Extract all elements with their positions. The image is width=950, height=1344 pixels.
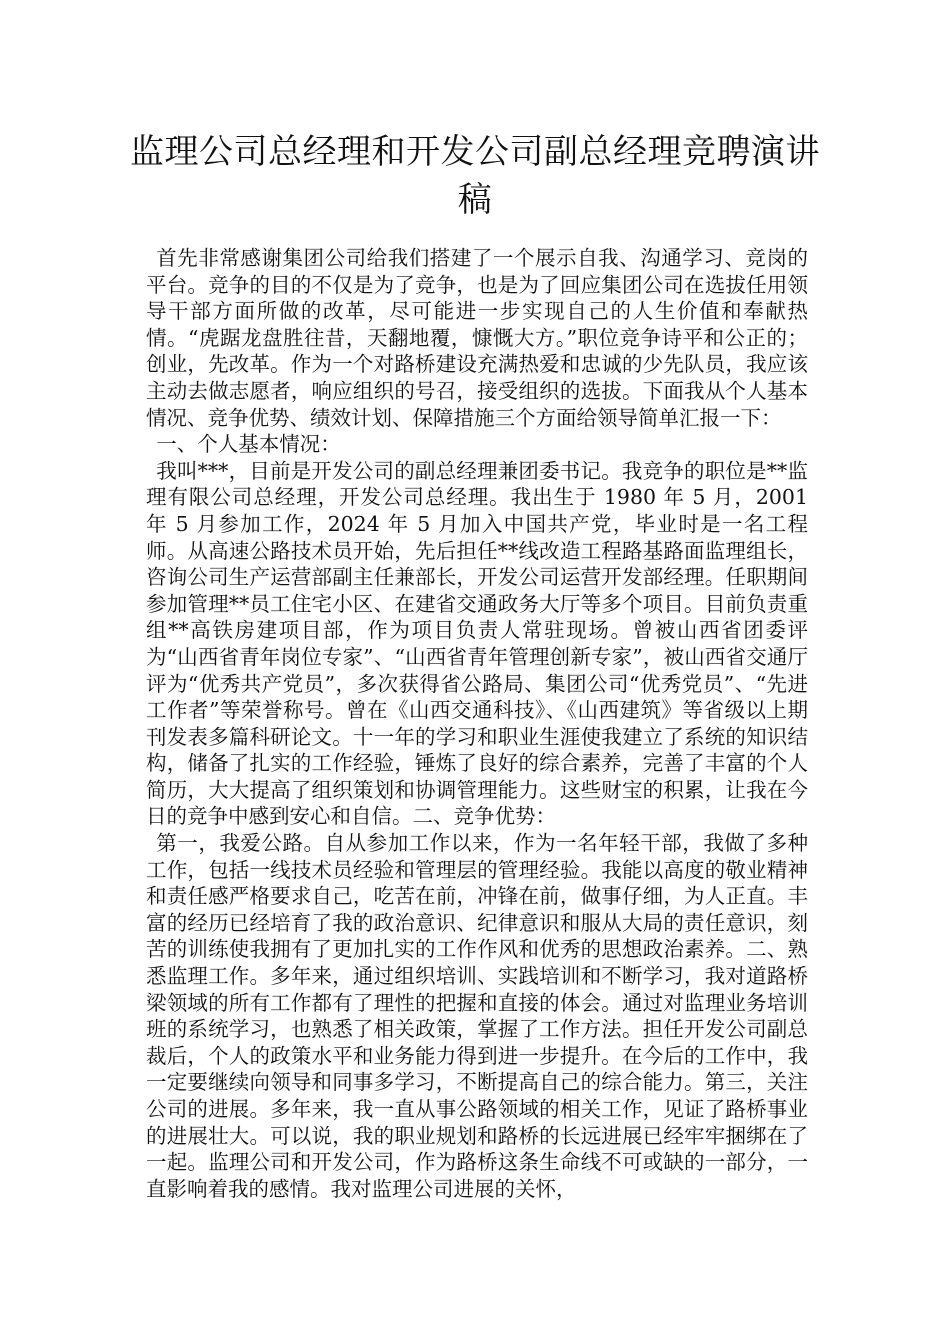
paragraph-intro: 首先非常感谢集团公司给我们搭建了一个展示自我、沟通学习、竞岗的平台。竞争的目的不仅是为了竞争，也是为了回应集团公司在选拔任用领导干部方面所做的改革，尽可能进一步实现自己的人生价值和奉献热情。“虎踞龙盘胜往昔，天翻地覆，慷慨大方。”职位竞争诗平和公正的；创业，先改革。作为一个对路桥建设充满热爱和忠诚的少先队员，我应该主动去做志愿者，响应组织的号召，接受组织的选拔。下面我从个人基本情况、竞争优势、绩效计划、保障措施三个方面给领导简单汇报一下： <box>146 246 808 430</box>
document-title: 监理公司总经理和开发公司副总经理竞聘演讲稿 <box>130 132 820 220</box>
section-heading-basic-info: 一、个人基本情况： <box>156 432 341 457</box>
paragraph-advantages: 第一，我爱公路。自从参加工作以来，作为一名年轻干部，我做了多种工作，包括一线技术员经验和管理层的管理经验。我能以高度的敬业精神和责任感严格要求自己，吃苦在前，冲锋在前，做事仔细，为人正直。丰富的经历已经培育了我的政治意识、纪律意识和服从大局的责任意识，刻苦的训练使我拥有了更加扎实的工作作风和优秀的思想政治素养。二、熟悉监理工作。多年来，通过组织培训、实践培训和不断学习，我对道路桥梁领域的所有工作都有了理性的把握和直接的体会。通过对监理业务培训班的系统学习，也熟悉了相关政策，掌握了工作方法。担任开发公司副总裁后，个人的政策水平和业务能力得到进一步提升。在今后的工作中，我一定要继续向领导和同事多学习，不断提高自己的综合能力。第三，关注公司的进展。多年来，我一直从事公路领域的相关工作，见证了路桥事业的进展壮大。可以说，我的职业规划和路桥的长远进展已经牢牢捆绑在了一起。监理公司和开发公司，作为路桥这条生命线不可或缺的一部分，一直影响着我的感情。我对监理公司进展的关怀， <box>146 831 808 1201</box>
document-body <box>146 245 808 1202</box>
paragraph-basic-info: 我叫***，目前是开发公司的副总经理兼团委书记。我竞争的职位是**监理有限公司总经理，开发公司总经理。我出生于 1980 年 5 月，2001 年 5 月参加工作，2024 年 5 月加入中国共产党，毕业时是一名工程师。从高速公路技术员开始，先后担任**线改造工程路基路面监理组长，咨询公司生产运营部副主任兼部长，开发公司运营开发部经理。任职期间参加管理**员工住宅小区、在建省交通政务大厅等多个项目。目前负责重组**高铁房建项目部，作为项目负责人常驻现场。曾被山西省团委评为“山西省青年岗位专家”、“山西省青年管理创新专家”，被山西省交通厅评为“优秀共产党员”，多次获得省公路局、集团公司“优秀党员”、“先进工作者”等荣誉称号。曾在《山西交通科技》、《山西建筑》等省级以上期刊发表多篇科研论文。十一年的学习和职业生涯使我建立了系统的知识结构，储备了扎实的工作经验，锤炼了良好的综合素养，完善了丰富的个人简历，大大提高了组织策划和协调管理能力。这些财宝的积累，让我在今日的竞争中感到安心和自信。二、竞争优势： <box>146 458 808 829</box>
